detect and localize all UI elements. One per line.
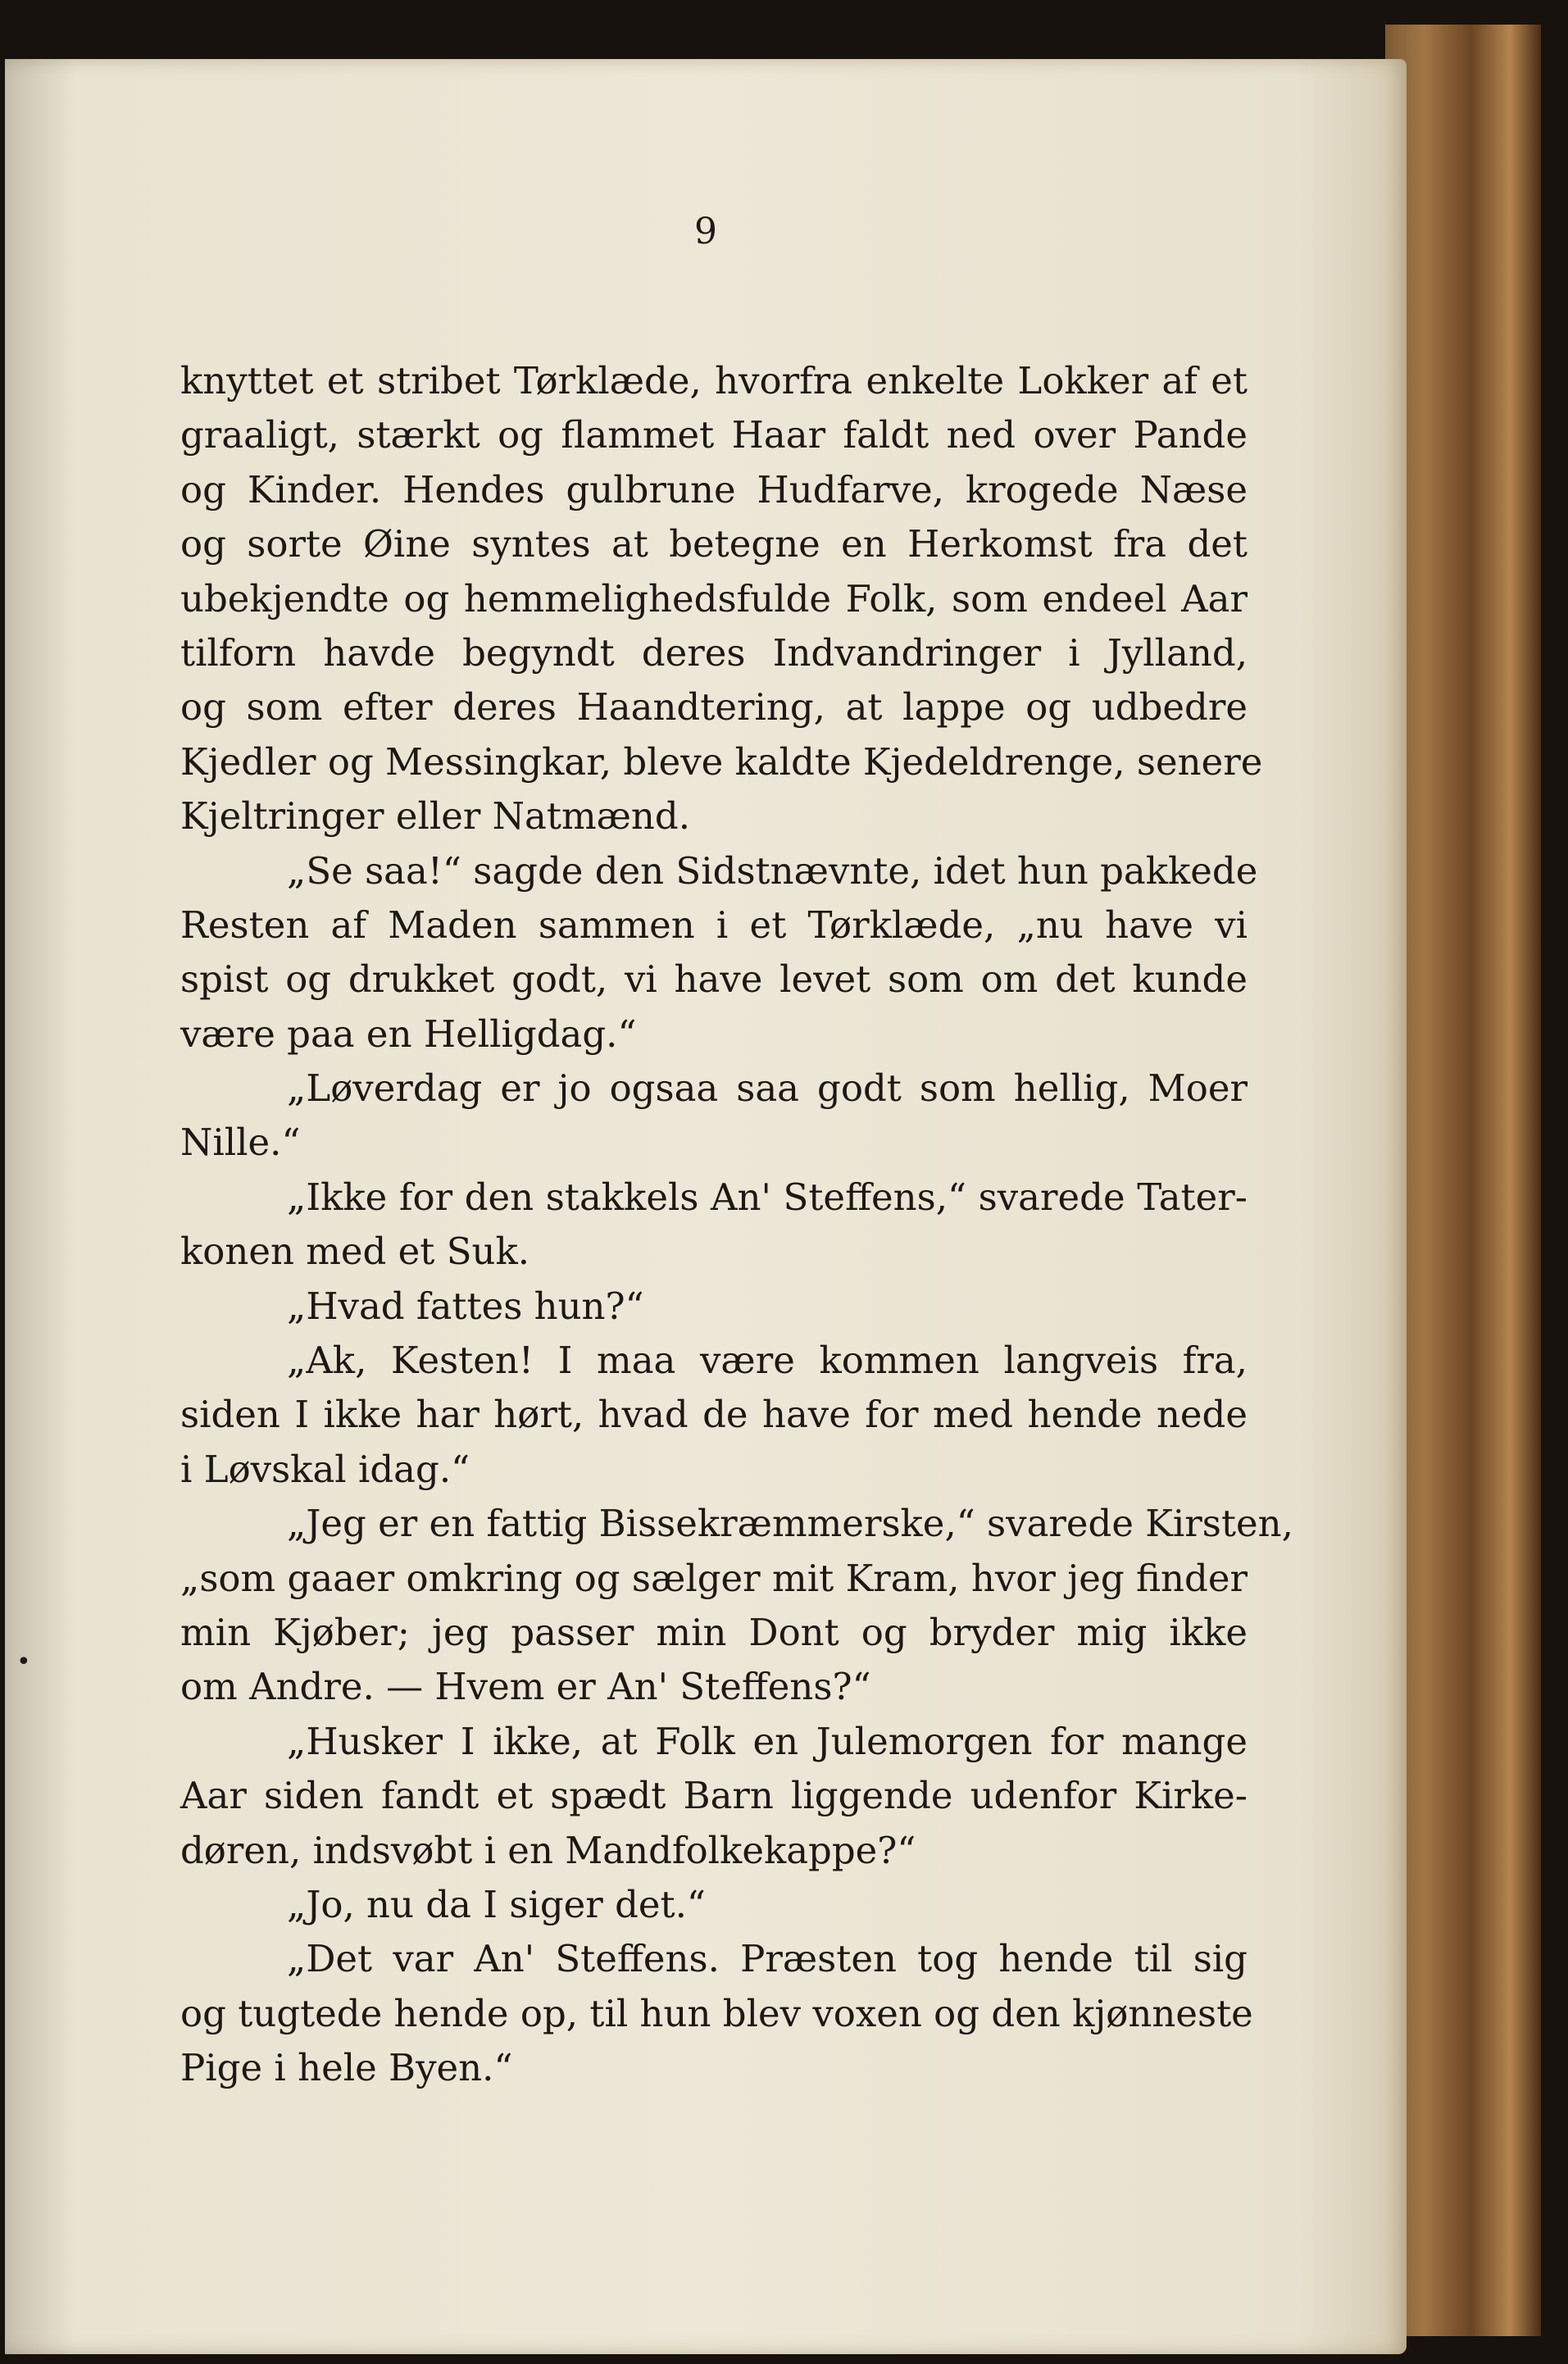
text-line: „Husker I ikke, at Folk en Julemorgen for mange [287, 1719, 1248, 1763]
text-line: „Ikke for den stakkels An' Steffens,“ svarede Tater- [287, 1175, 1248, 1219]
book-edge [1385, 25, 1541, 2336]
text-line: døren, indsvøbt i en Mandfolkekappe?“ [180, 1828, 916, 1872]
text-line: tilforn havde begyndt deres Indvandringer i Jylland, [180, 630, 1248, 675]
text-line: være paa en Helligdag.“ [180, 1012, 637, 1056]
text-line: i Løvskal idag.“ [180, 1447, 470, 1491]
text-line: Aar siden fandt et spædt Barn liggende udenfor Kirke- [180, 1774, 1248, 1818]
paper-page [5, 59, 1407, 2354]
page-number: 9 [694, 211, 717, 252]
text-line: og som efter deres Haandtering, at lappe og udbedre [180, 685, 1248, 730]
margin-speck: • [16, 1648, 31, 1676]
text-line: „Jo, nu da I siger det.“ [287, 1882, 706, 1926]
text-line: „som gaaer omkring og sælger mit Kram, hvor jeg finder [180, 1556, 1248, 1600]
text-line: ubekjendte og hemmelighedsfulde Folk, som endeel Aar [180, 576, 1248, 621]
body-text [180, 354, 1293, 2096]
text-line: og Kinder. Hendes gulbrune Hudfarve, krogede Næse [180, 467, 1248, 511]
text-line: siden I ikke har hørt, hvad de have for med hende nede [180, 1393, 1248, 1437]
text-line: konen med et Suk. [180, 1230, 530, 1274]
text-line: Kjedler og Messingkar, bleve kaldte Kjedeldrenge, senere [180, 739, 1263, 784]
text-line: og sorte Øine syntes at betegne en Herkomst fra det [180, 522, 1248, 566]
text-line: Pige i hele Byen.“ [180, 2046, 513, 2090]
text-line: og tugtede hende op, til hun blev voxen og den kjønneste [180, 1991, 1253, 2035]
text-line: spist og drukket godt, vi have levet som om det kunde [180, 957, 1248, 1002]
text-line: „Ak, Kesten! I maa være kommen langveis fra, [287, 1339, 1248, 1383]
text-line: „Løverdag er jo ogsaa saa godt som hellig, Moer [287, 1066, 1248, 1111]
text-line: min Kjøber; jeg passer min Dont og bryder mig ikke [180, 1610, 1248, 1654]
text-line: om Andre. — Hvem er An' Steffens?“ [180, 1665, 871, 1709]
text-line: Resten af Maden sammen i et Tørklæde, „nu have vi [180, 902, 1248, 947]
text-line: Nille.“ [180, 1121, 301, 1165]
text-line: Kjeltringer eller Natmænd. [180, 794, 691, 839]
text-line: „Hvad fattes hun?“ [287, 1284, 644, 1328]
text-line: knyttet et stribet Tørklæde, hvorfra enkelte Lokker af et [180, 359, 1248, 402]
text-line: „Jeg er en fattig Bissekræmmerske,“ svarede Kirsten, [287, 1502, 1293, 1546]
text-line: „Det var An' Steffens. Præsten tog hende til sig [287, 1937, 1248, 1981]
text-line: graaligt, stærkt og flammet Haar faldt ned over Pande [180, 413, 1248, 457]
text-line: „Se saa!“ sagde den Sidstnævnte, idet hun pakkede [287, 848, 1258, 893]
